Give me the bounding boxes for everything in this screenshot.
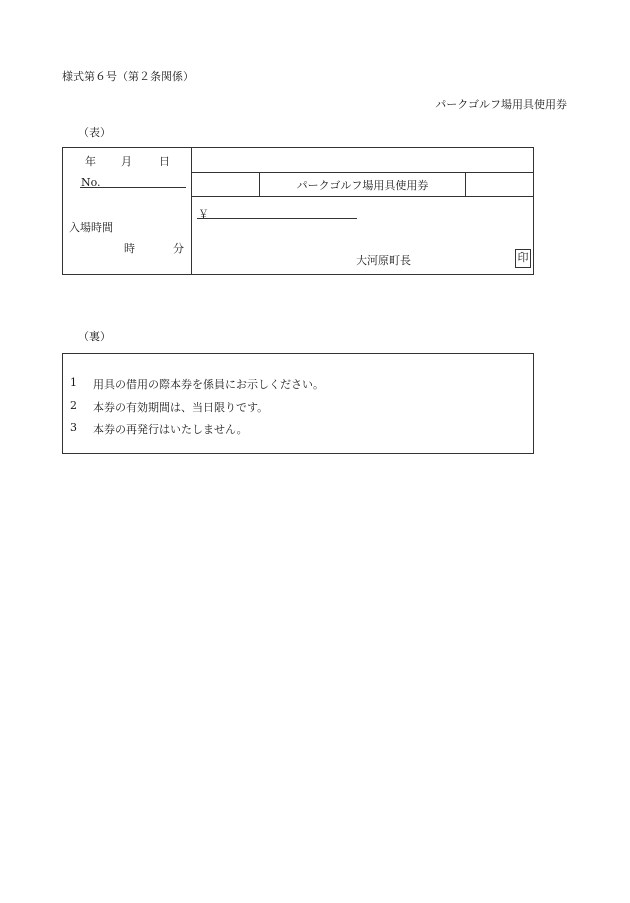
title-cell-right-border	[465, 172, 466, 196]
row-line-1	[191, 172, 533, 173]
entry-time-label: 入場時間	[69, 221, 113, 234]
back-section-label: （裏）	[78, 330, 111, 343]
row-line-2	[191, 196, 533, 197]
issuer-name: 大河原町長	[356, 254, 411, 267]
note-text: 用具の借用の際本券を係員にお示しください。	[93, 378, 324, 391]
seal-stamp: 印	[515, 249, 531, 268]
note-number: 2	[70, 399, 77, 412]
number-label: No.	[81, 176, 101, 189]
note-text: 本券の有効期間は、当日限りです。	[93, 401, 269, 414]
date-day: 日	[159, 155, 170, 168]
document-title: パークゴルフ場用具使用券	[435, 98, 567, 111]
ticket-title: パークゴルフ場用具使用券	[296, 179, 429, 192]
note-number: 3	[70, 421, 77, 434]
minute-label: 分	[173, 242, 184, 255]
ticket-front	[62, 147, 534, 275]
note-number: 1	[70, 376, 77, 389]
column-divider	[191, 148, 192, 274]
date-month: 月	[121, 155, 132, 168]
ticket-back	[62, 353, 534, 454]
note-text: 本券の再発行はいたしません。	[93, 423, 248, 436]
hour-label: 時	[124, 242, 135, 255]
date-year: 年	[85, 155, 96, 168]
amount-underline	[197, 218, 357, 219]
number-underline	[80, 187, 186, 188]
front-section-label: （表）	[78, 126, 111, 139]
form-number: 様式第６号（第２条関係）	[62, 70, 194, 83]
yen-symbol: ￥	[198, 208, 209, 221]
